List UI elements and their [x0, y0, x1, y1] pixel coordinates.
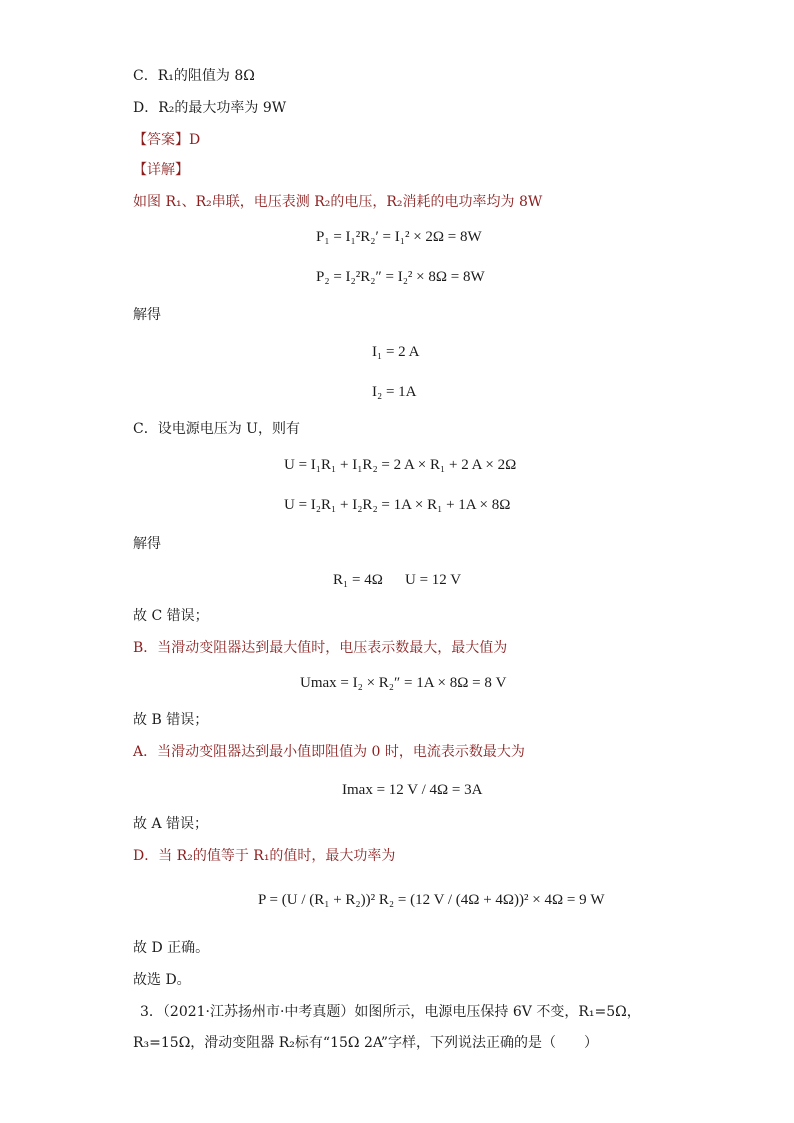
- equation-u1: U = I₁R₁ + I₁R₂ = 2 A × R₁ + 2 A × 2Ω: [284, 457, 517, 473]
- question-3-line-2: R₃=15Ω，滑动变阻器 R₂标有“15Ω 2A”字样，下列说法正确的是（ ）: [133, 1035, 599, 1051]
- equation-r1: R₁ = 4Ω: [333, 572, 383, 588]
- answer-label: 【答案】D: [133, 132, 201, 148]
- option-d: D．R₂的最大功率为 9W: [133, 100, 287, 116]
- equation-p2: P₂ = I₂²R₂″ = I₂² × 8Ω = 8W: [316, 269, 485, 285]
- option-b-wrong: 故 B 错误；: [133, 712, 209, 728]
- question-3-line-1: 3．（2021·江苏扬州市·中考真题）如图所示，电源电压保持 6V 不变，R₁=5Ω，: [140, 1004, 641, 1020]
- equation-imax: Imax = 12 V / 4Ω = 3A: [342, 782, 483, 798]
- option-c: C．R₁的阻值为 8Ω: [133, 68, 255, 84]
- option-a-analysis: A．当滑动变阻器达到最小值即阻值为 0 时，电流表示数最大为: [133, 744, 525, 760]
- option-c-analysis: C．设电源电压为 U，则有: [133, 421, 300, 437]
- equation-u2: U = I₂R₁ + I₂R₂ = 1A × R₁ + 1A × 8Ω: [284, 497, 511, 513]
- solve-label-1: 解得: [133, 307, 161, 323]
- equation-u: U = 12 V: [405, 572, 462, 588]
- equation-p1: P₁ = I₁²R₂′ = I₁² × 2Ω = 8W: [316, 229, 482, 245]
- option-d-analysis: D．当 R₂的值等于 R₁的值时，最大功率为: [133, 848, 396, 864]
- explanation-heading: 【详解】: [133, 162, 189, 178]
- equation-i1: I₁ = 2 A: [372, 344, 420, 360]
- option-a-wrong: 故 A 错误；: [133, 816, 209, 832]
- option-d-correct: 故 D 正确。: [133, 940, 210, 956]
- solve-label-2: 解得: [133, 536, 161, 552]
- equation-p-max: P = (U / (R₁ + R₂))² R₂ = (12 V / (4Ω + 4Ω))² × 4Ω = 9 W: [258, 892, 605, 908]
- equation-umax: Umax = I₂ × R₂″ = 1A × 8Ω = 8 V: [300, 675, 507, 691]
- option-c-wrong: 故 C 错误；: [133, 608, 209, 624]
- equation-i2: I₂ = 1A: [372, 384, 417, 400]
- conclusion: 故选 D。: [133, 972, 191, 988]
- option-b-analysis: B．当滑动变阻器达到最大值时，电压表示数最大，最大值为: [133, 640, 508, 656]
- explanation-intro: 如图 R₁、R₂串联，电压表测 R₂的电压，R₂消耗的电功率均为 8W: [133, 194, 543, 210]
